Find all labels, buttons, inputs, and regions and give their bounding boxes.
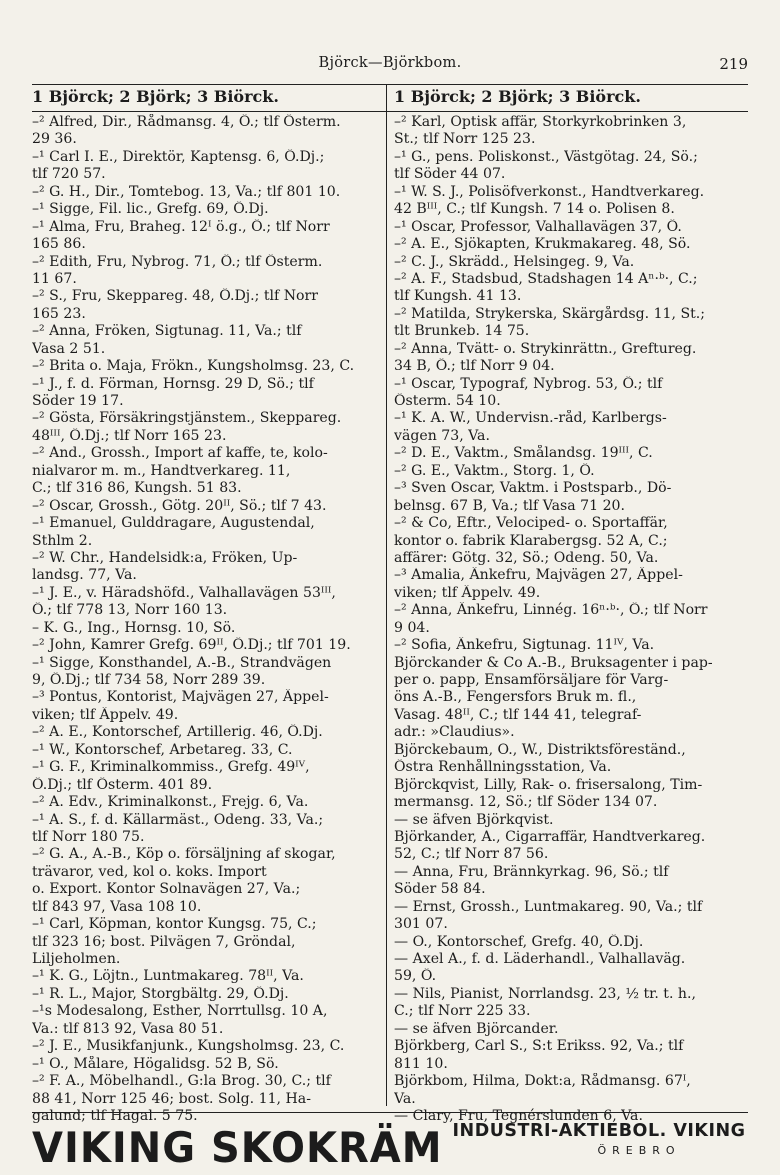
directory-line: –¹ G., pens. Poliskonst., Västgötag. 24, Sö.; [394,148,698,165]
directory-line: C.; tlf 316 86, Kungsh. 51 83. [32,480,242,497]
directory-line: viken; tlf Äppelv. 49. [32,706,179,723]
directory-line: –¹ Emanuel, Gulddragare, Augustendal, [32,515,315,532]
directory-line: Björckqvist, Lilly, Rak- o. frisersalong, Tim- [394,776,703,793]
directory-line: Björkbom, Hilma, Dokt:a, Rådmansg. 67ᴵ, [394,1073,691,1090]
ad-city: ÖREBRO [597,1144,681,1157]
directory-line: affärer: Götg. 32, Sö.; Odeng. 50, Va. [394,549,659,566]
directory-line: 34 B, Ö.; tlf Norr 9 04. [394,358,555,375]
directory-line: öns A.-B., Fengersfors Bruk m. fl., [394,689,637,706]
directory-line: –¹ W. S. J., Polisöfverkonst., Handtverkareg. [394,183,705,200]
directory-line: –² J. E., Musikfanjunk., Kungsholmsg. 23, C. [32,1038,345,1055]
directory-line: per o. papp, Ensamförsäljare för Varg- [394,672,669,688]
directory-line: –² And., Grossh., Import af kaffe, te, kolo- [32,445,328,462]
directory-line: –¹ A. S., f. d. Källarmäst., Odeng. 33, Va.; [32,811,324,828]
directory-line: — Clary, Fru, Tegnérslunden 6, Va. [394,1107,643,1124]
directory-line: tlf 323 16; bost. Pilvägen 7, Gröndal, [32,933,296,950]
directory-line: 165 23. [32,305,86,322]
directory-line: — se äfven Björkqvist. [394,811,554,828]
directory-line: –² Anna, Änkefru, Linnég. 16ⁿ·ᵇ·, Ö.; tlf Norr [394,602,708,619]
directory-line: 811 10. [394,1055,448,1072]
page-title: Björck—Björkbom. [318,55,462,71]
directory-line: –² & Co, Eftr., Velociped- o. Sportaffär, [394,515,668,532]
directory-line: — Ernst, Grossh., Luntmakareg. 90, Va.; tlf [394,898,703,915]
advertisement [32,1118,748,1173]
column-divider [386,84,387,1106]
directory-line: –¹ Sigge, Konsthandel, A.-B., Strandvägen [32,654,332,671]
directory-line: –² Anna, Tvätt- o. Strykinrättn., Greftureg. [394,340,697,357]
directory-line: –² Oscar, Grossh., Götg. 20ᴵᴵ, Sö.; tlf 7 43. [32,497,327,514]
directory-line: –³ Sven Oscar, Vaktm. i Postsparb., Dö- [394,480,672,497]
directory-line: –² G. A., A.-B., Köp o. försäljning af skogar, [32,846,336,863]
directory-line: Ö.; tlf 778 13, Norr 160 13. [32,602,228,619]
directory-line: –² John, Kamrer Grefg. 69ᴵᴵ, Ö.Dj.; tlf 701 19. [32,637,351,654]
directory-line: –¹ O., Målare, Högalidsg. 52 B, Sö. [32,1055,279,1072]
directory-line: –² Matilda, Strykerska, Skärgårdsg. 11, St.; [394,305,706,322]
page-number: 219 [719,55,748,73]
directory-line: Björkberg, Carl S., S:t Erikss. 92, Va.; tlf [394,1038,684,1055]
ad-brand: VIKING SKOKRÄM [32,1124,443,1173]
directory-line: –¹ Oscar, Professor, Valhallavägen 37, Ö. [394,218,682,235]
directory-line: –¹ G. F., Kriminalkommiss., Grefg. 49ᴵⱽ, [32,759,310,776]
directory-line: –² A. Edv., Kriminalkonst., Frejg. 6, Va. [32,794,309,811]
directory-line: –¹ Carl I. E., Direktör, Kaptensg. 6, Ö.Dj.; [32,148,325,165]
directory-line: –² C. J., Skrädd., Helsingeg. 9, Va. [394,253,635,270]
bottom-rule [32,1112,748,1113]
directory-line: landsg. 77, Va. [32,567,137,584]
directory-line: 301 07. [394,916,448,933]
left-column-heading: 1 Björck; 2 Björk; 3 Biörck. [32,87,279,106]
directory-line: 11 67. [32,270,77,287]
directory-line: –¹ R. L., Major, Storgbältg. 29, Ö.Dj. [32,985,289,1002]
directory-line: Östra Renhållningsstation, Va. [394,759,612,776]
directory-line: –¹ K. A. W., Undervisn.-råd, Karlbergs- [394,410,667,427]
directory-line: 52, C.; tlf Norr 87 56. [394,846,549,863]
directory-line: — O., Kontorschef, Grefg. 40, Ö.Dj. [394,933,644,950]
directory-line: 88 41, Norr 125 46; bost. Solg. 11, Ha- [32,1090,311,1107]
directory-line: –² A. E., Sjökapten, Krukmakareg. 48, Sö. [394,236,691,253]
directory-line: 29 36. [32,131,77,148]
directory-line: –² Sofia, Änkefru, Sigtunag. 11ᴵⱽ, Va. [394,637,655,654]
directory-line: — Nils, Pianist, Norrlandsg. 23, ½ tr. t. h., [394,985,696,1002]
directory-line: –² A. E., Kontorschef, Artillerig. 46, Ö.Dj. [32,724,323,741]
directory-line: Söder 58 84. [394,881,486,898]
directory-line: 9 04. [394,619,430,636]
directory-line: trävaror, ved, kol o. koks. Import [32,863,267,880]
directory-line: mermansg. 12, Sö.; tlf Söder 134 07. [394,794,658,811]
directory-line: — Anna, Fru, Brännkyrkag. 96, Sö.; tlf [394,863,669,880]
directory-line: tlf Söder 44 07. [394,166,506,183]
directory-line: Björkander, A., Cigarraffär, Handtverkareg. [394,828,706,845]
directory-line: Björckander & Co A.-B., Bruksagenter i pap- [394,654,713,671]
directory-line: – K. G., Ing., Hornsg. 10, Sö. [32,619,236,636]
directory-line: –² S., Fru, Skeppareg. 48, Ö.Dj.; tlf Norr [32,288,319,305]
directory-line: –² Edith, Fru, Nybrog. 71, Ö.; tlf Österm. [32,253,323,270]
directory-line: –¹s Modesalong, Esther, Norrtullsg. 10 A, [32,1003,328,1020]
ad-company: INDUSTRI-AKTIEBOL. VIKING [452,1121,746,1141]
directory-line: kontor o. fabrik Klarabergsg. 52 A, C.; [394,532,668,549]
directory-line: C.; tlf Norr 225 33. [394,1003,531,1020]
directory-line: –² Gösta, Försäkringstjänstem., Skeppareg. [32,410,342,427]
top-rule [32,84,748,85]
directory-line: 48ᴵᴵᴵ, Ö.Dj.; tlf Norr 165 23. [32,427,227,444]
directory-line: –² A. F., Stadsbud, Stadshagen 14 Aⁿ·ᵇ·, C.; [394,270,698,287]
directory-line: 42 Bᴵᴵᴵ, C.; tlf Kungsh. 7 14 o. Polisen 8. [394,201,675,218]
directory-line: tlf 720 57. [32,166,106,183]
directory-line: Österm. 54 10. [394,393,501,409]
directory-line: –¹ W., Kontorschef, Arbetareg. 33, C. [32,741,293,758]
directory-page [32,0,748,1175]
directory-line: –³ Amalia, Änkefru, Majvägen 27, Äppel- [394,567,683,584]
directory-line: –² D. E., Vaktm., Smålandsg. 19ᴵᴵᴵ, C. [394,445,653,462]
directory-line: Va.: tlf 813 92, Vasa 80 51. [32,1020,224,1037]
directory-line: Sthlm 2. [32,532,93,549]
directory-line: St.; tlf Norr 125 23. [394,131,536,148]
running-head [32,55,748,77]
directory-line: –² Brita o. Maja, Frökn., Kungsholmsg. 23, C. [32,358,355,375]
directory-line: –¹ K. G., Löjtn., Luntmakareg. 78ᴵᴵ, Va. [32,968,304,985]
directory-line: –¹ J. E., v. Häradshöfd., Valhallavägen 53ᴵᴵᴵ, [32,584,336,601]
directory-line: –¹ Alma, Fru, Braheg. 12ᴵ ö.g., Ö.; tlf Norr [32,218,330,235]
directory-line: o. Export. Kontor Solnavägen 27, Va.; [32,881,301,898]
directory-line: 59, Ö. [394,968,437,985]
directory-line: –² G. H., Dir., Tomtebog. 13, Va.; tlf 801 10. [32,183,341,200]
directory-line: –² Anna, Fröken, Sigtunag. 11, Va.; tlf [32,323,302,340]
directory-line: Liljeholmen. [32,951,121,967]
directory-line: –² F. A., Möbelhandl., G:la Brog. 30, C.; tlf [32,1073,331,1090]
directory-line: tlf Norr 180 75. [32,828,145,845]
directory-line: 165 86. [32,236,86,253]
right-column [394,114,746,1125]
directory-line: — se äfven Björcander. [394,1020,559,1037]
directory-line: –² G. E., Vaktm., Storg. 1, Ö. [394,462,595,479]
directory-line: –¹ J., f. d. Förman, Hornsg. 29 D, Sö.; tlf [32,375,314,392]
directory-line: Ö.Dj.; tlf Österm. 401 89. [32,776,213,793]
directory-line: Vasa 2 51. [32,340,106,357]
directory-line: –² W. Chr., Handelsidk:a, Fröken, Up- [32,549,298,566]
directory-line: 9, Ö.Dj.; tlf 734 58, Norr 289 39. [32,672,266,688]
directory-line: belnsg. 67 B, Va.; tlf Vasa 71 20. [394,497,625,514]
directory-line: –³ Pontus, Kontorist, Majvägen 27, Äppel- [32,689,329,706]
directory-line: Va. [394,1090,416,1107]
directory-line: –¹ Sigge, Fil. lic., Grefg. 69, Ö.Dj. [32,201,269,218]
directory-line: –² Karl, Optisk affär, Storkyrkobrinken 3, [394,114,687,130]
directory-line: nialvaror m. m., Handtverkareg. 11, [32,462,291,479]
directory-line: Vasag. 48ᴵᴵ, C.; tlf 144 41, telegraf- [394,706,642,723]
directory-line: viken; tlf Äppelv. 49. [394,584,541,601]
directory-line: Söder 19 17. [32,393,124,409]
directory-line: tlf Kungsh. 41 13. [394,288,522,305]
directory-line: — Axel A., f. d. Läderhandl., Valhallaväg. [394,951,686,967]
directory-line: adr.: »Claudius». [394,724,515,741]
directory-line: vägen 73, Va. [394,427,490,444]
directory-line: tlf 843 97, Vasa 108 10. [32,898,202,915]
directory-line: galund; tlf Hagal. 5 75. [32,1107,198,1124]
directory-line: –¹ Carl, Köpman, kontor Kungsg. 75, C.; [32,916,317,933]
directory-line: Björckebaum, O., W., Distriktsföreständ., [394,741,686,758]
left-column [32,114,382,1125]
right-column-heading: 1 Björck; 2 Björk; 3 Biörck. [394,87,641,106]
heading-rule [32,111,748,112]
directory-line: tlt Brunkeb. 14 75. [394,323,530,340]
directory-line: –¹ Oscar, Typograf, Nybrog. 53, Ö.; tlf [394,375,663,392]
directory-line: –² Alfred, Dir., Rådmansg. 4, Ö.; tlf Österm. [32,114,341,130]
